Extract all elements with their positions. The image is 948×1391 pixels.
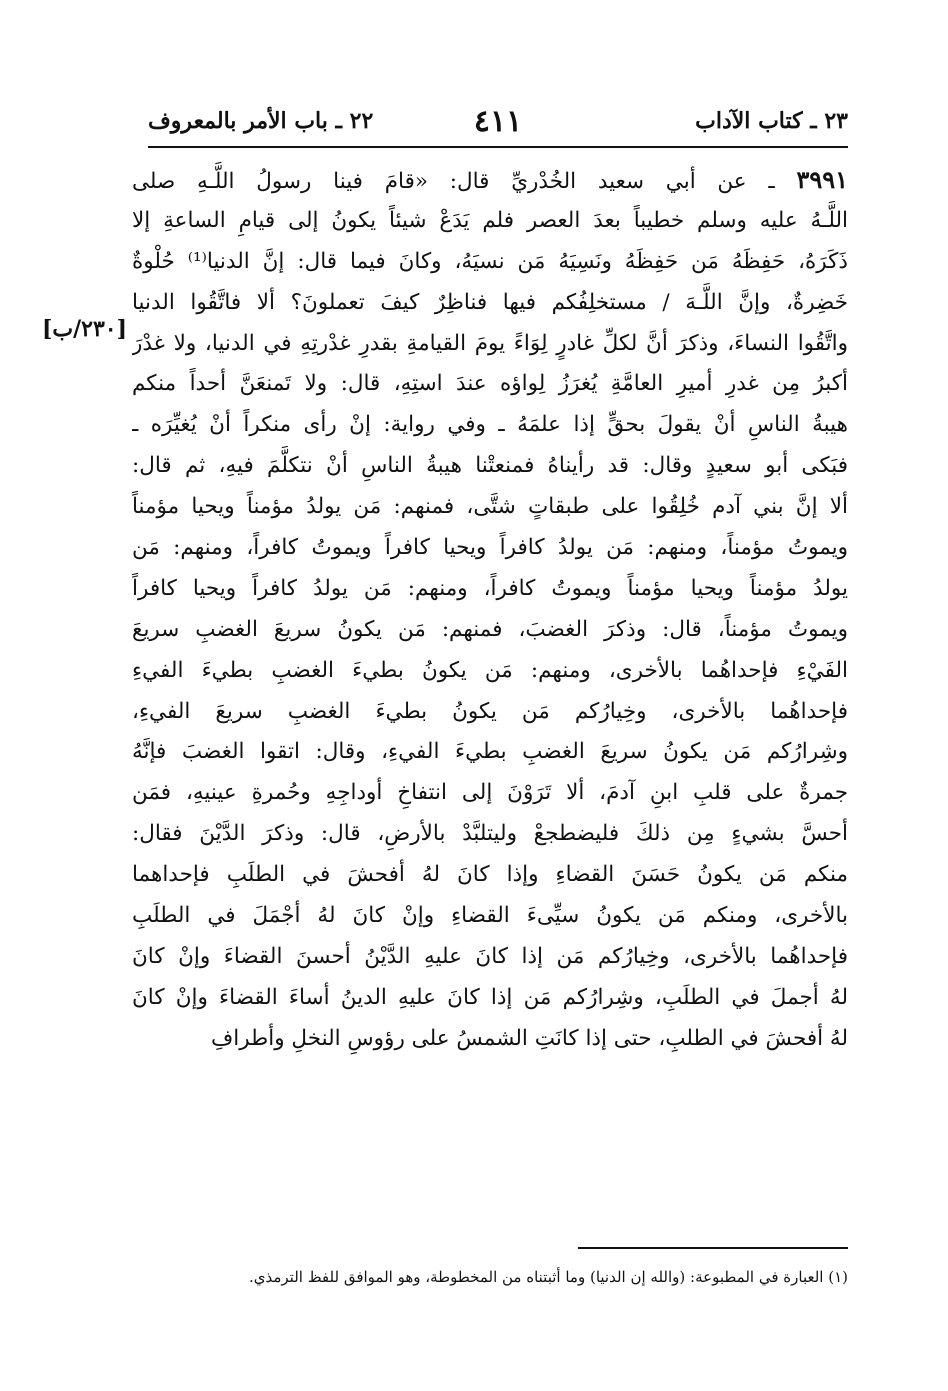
text-line: جمرةٌ على قلبِ ابنِ آدمَ، ألا تَرَوْنَ إلى انتفاخِ أوداجِهِ وحُمرةِ عينيهِ، فمَن <box>132 780 848 806</box>
header-divider <box>148 146 848 148</box>
text-line: أحسَّ بشيءٍ مِن ذلكَ فليضطجعْ وليتلبَّدْ بالأرضِ، قال: وذكرَ الدَّيْنَ فقال: <box>132 821 848 847</box>
text-line: يولدُ مؤمناً ويحيا مؤمناً ويموتُ كافراً، ومنهم: مَن يولدُ كافراً ويحيا كافراً <box>132 575 848 601</box>
text-line: منكم مَن يكونُ حَسَنَ القضاءِ وإذا كانَ لهُ أفحشَ في الطلَبِ فإحداهما <box>132 862 848 888</box>
text-line: فإحداهُما بالأخرى، وخِيارُكم مَن إذا كانَ عليهِ الدَّيْنُ أحسنَ القضاءَ وإنْ كانَ <box>132 943 848 969</box>
text-line: بالأخرى، ومنكم مَن يكونُ سيِّىءَ القضاءِ وإنْ كانَ لهُ أجْمَلَ في الطلَبِ <box>132 903 848 929</box>
text-line: ألا إنَّ بني آدم خُلِقُوا على طبقاتٍ شتَّى، فمنهم: مَن يولدُ مؤمناً ويحيا مؤمناً <box>132 494 848 520</box>
running-header <box>148 104 848 140</box>
text-line: واتَّقُوا النساءَ، وذكرَ أنَّ لكلِّ غادرٍ لِوَاءً يومَ القيامةِ بقدرِ غدْرتِهِ في الدنيا، ولا غدْرَ <box>132 330 848 356</box>
text-line: فبَكى أبو سعيدٍ وقال: قد رأيناهُ فمنعتْنا هيبةُ الناسِ أنْ نتكلَّمَ فيهِ، ثم قال: <box>132 453 848 479</box>
text-line: خَضِرةٌ، وإنَّ اللَّـهَ / مستخلِفُكم فيها فناظِرٌ كيفَ تعملونَ؟ ألا فاتَّقُوا الدنيا <box>132 289 848 315</box>
text-line: الفَيْءِ فإحداهُما بالأخرى، ومنهم: مَن يكونُ بطيءَ الغضبِ بطيءَ الفيءِ <box>132 657 848 683</box>
hadith-number: ٣٩٩١ <box>796 165 848 194</box>
text-line: ويموتُ مؤمناً، قال: وذكرَ الغضبَ، فمنهم: مَن يكونُ سريعَ الغضبِ سريعَ <box>132 616 848 642</box>
footnote-divider <box>578 1247 848 1249</box>
text-line: هيبةُ الناسِ أنْ يقولَ بحقٍّ إذا علمَهُ ـ وفي رواية: إنْ رأى منكراً أنْ يُغيِّرَه ـ <box>132 412 848 438</box>
section-title: ٢٢ ـ باب الأمر بالمعروف <box>148 108 374 134</box>
text-line: ذَكَرَهُ، حَفِظَهُ مَن حَفِظَهُ ونَسِيَهُ مَن نسيَهُ، وكانَ فيما قال: إنَّ الدنيا⁽¹⁾ حُلْوةٌ <box>132 248 848 274</box>
text-line-first <box>132 160 848 201</box>
manuscript-folio-reference: [٢٣٠/ب] <box>42 316 128 342</box>
text-line: لهُ أجملَ في الطلَبِ، وشِرارُكم مَن إذا كانَ عليهِ الدينُ أساءَ القضاءَ وإنْ كانَ <box>132 984 848 1010</box>
text-line: لهُ أفحشَ في الطلبِ، حتى إذا كانَتِ الشمسُ على رؤوسِ النخلِ وأطرافِ <box>211 1025 848 1051</box>
text-line: وشِرارُكم مَن يكونُ سريعَ الغضبِ بطيءَ الفيءِ، وقال: اتقوا الغضبَ فإنَّهُ <box>132 739 848 765</box>
page-number: ٤١١ <box>473 104 523 139</box>
hadith-opening: ـ عن أبي سعيد الخُدْريِّ قال: «قامَ فينا رسولُ اللَّـهِ صلى <box>132 169 775 194</box>
hadith-text <box>132 160 848 1060</box>
text-line: اللَّـهُ عليه وسلم خطيباً بعدَ العصر فلم يَدَعْ شيئاً يكونُ إلى قيامِ الساعةِ إلا <box>132 207 848 233</box>
footnote: (١) العبارة في المطبوعة: (والله إن الدنيا) وما أثبتناه من المخطوطة، وهو الموافق للفظ الترمذي. <box>248 1268 848 1286</box>
text-line: أكبرُ مِن غدرِ أميرِ العامَّةِ يُغرَزُ لِواؤه عندَ استِهِ، قال: ولا تَمنعَنَّ أحداً منكم <box>132 371 848 397</box>
text-line: فإحداهُما بالأخرى، وخِيارُكم مَن يكونُ بطيءَ الغضبِ سريعَ الفيءِ، <box>132 698 848 724</box>
text-line: ويموتُ مؤمناً، ومنهم: مَن يولدُ كافراً ويحيا كافراً ويموتُ كافراً، ومنهم: مَن <box>132 535 848 561</box>
book-title: ٢٣ ـ كتاب الآداب <box>695 108 848 134</box>
